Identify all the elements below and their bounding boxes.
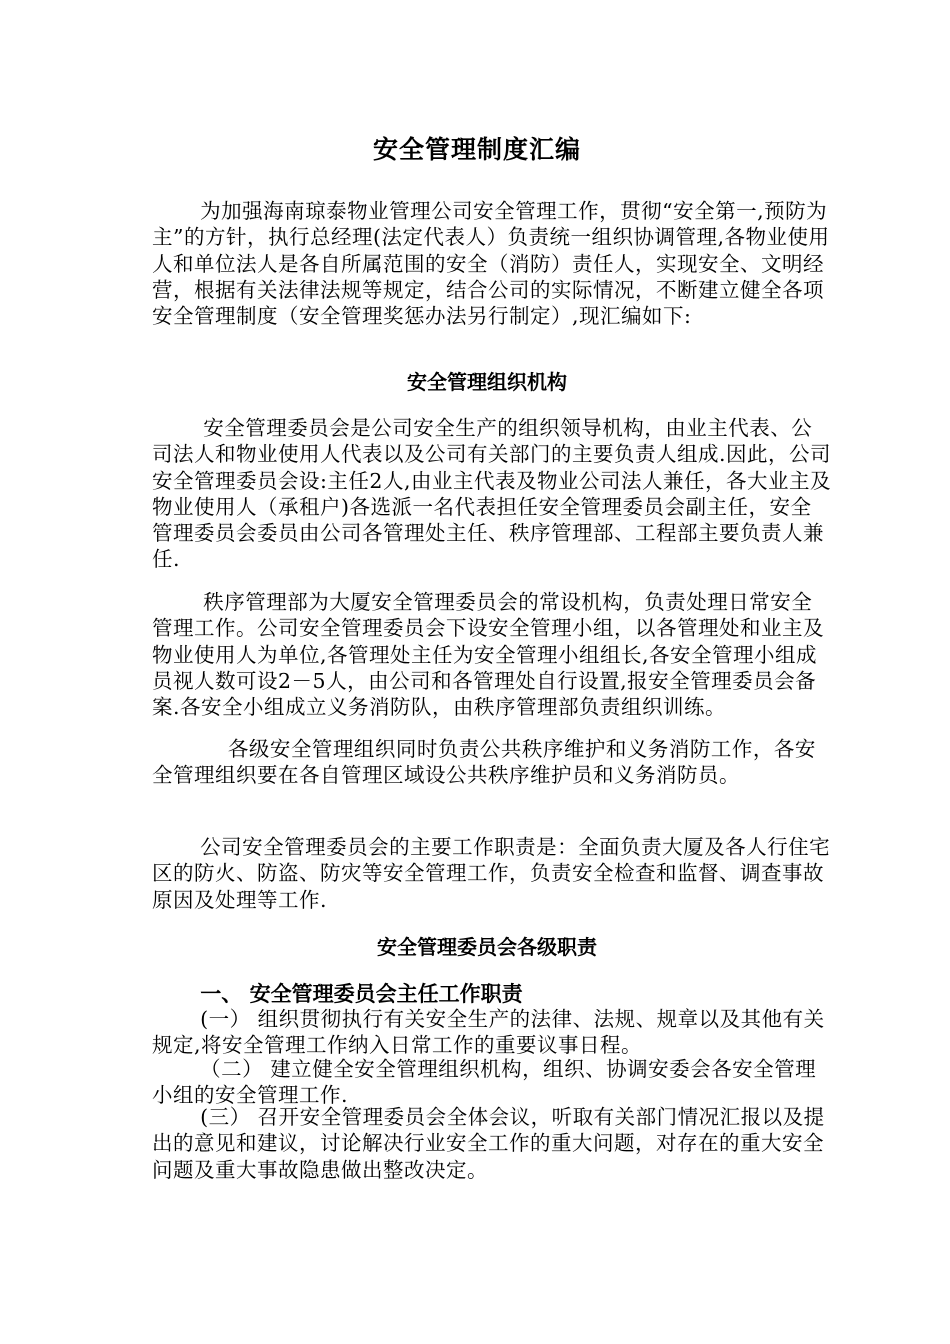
document-page bbox=[152, 0, 842, 1344]
section-heading-organization: 安全管理组织机构 bbox=[407, 370, 567, 394]
document-title: 安全管理制度汇编 bbox=[372, 135, 581, 164]
section-heading-responsibilities: 安全管理委员会各级职责 bbox=[377, 935, 597, 959]
sub-heading-director-duties: 一、 安全管理委员会主任工作职责 bbox=[200, 981, 523, 1006]
intro-paragraph: 为加强海南琼泰物业管理公司安全管理工作，贯彻“安全第一,预防为主”的方针，执行总经理(法定代表人）负责统一组织协调管理,各物业使用人和单位法人是各自所属范围的安全（消防）责任人，实现安全、文明经营，根据有关法律法规等规定，结合公司的实际情况，不断建立健全各项安全管理制度（安全管理奖惩办法另行制定）,现汇编如下: bbox=[152, 199, 830, 329]
organization-paragraph-4: 公司安全管理委员会的主要工作职责是：全面负责大厦及各人行住宅区的防火、防盗、防灾等安全管理工作，负责安全检查和监督、调查事故原因及处理等工作. bbox=[152, 835, 831, 912]
organization-paragraph-3: 各级安全管理组织同时负责公共秩序维护和义务消防工作，各安全管理组织要在各自管理区域设公共秩序维护员和义务消防员。 bbox=[152, 737, 816, 788]
duty-item-2: （二） 建立健全安全管理组织机构，组织、协调安委会各安全管理小组的安全管理工作. bbox=[152, 1057, 817, 1108]
duty-item-3: (三） 召开安全管理委员会全体会议，听取有关部门情况汇报以及提出的意见和建议，讨论解决行业安全工作的重大问题，对存在的重大安全问题及重大事故隐患做出整改决定。 bbox=[152, 1105, 825, 1182]
organization-paragraph-2: 秩序管理部为大厦安全管理委员会的常设机构，负责处理日常安全管理工作。公司安全管理委员会下设安全管理小组，以各管理处和业主及物业使用人为单位,各管理处主任为安全管理小组组长,各安全管理小组成员视人数可设2－5人，由公司和各管理处自行设置,报安全管理委员会备案.各安全小组成立义务消防队，由秩序管理部负责组织训练。 bbox=[152, 590, 824, 720]
organization-paragraph-1: 安全管理委员会是公司安全生产的组织领导机构，由业主代表、公司法人和物业使用人代表以及公司有关部门的主要负责人组成.因此，公司安全管理委员会设:主任2人,由业主代表及物业公司法人兼任，各大业主及物业使用人（承租户)各选派一名代表担任安全管理委员会副主任，安全管理委员会委员由公司各管理处主任、秩序管理部、工程部主要负责人兼任. bbox=[152, 416, 832, 572]
duty-item-1: (一） 组织贯彻执行有关安全生产的法律、法规、规章以及其他有关规定,将安全管理工作纳入日常工作的重要议事日程。 bbox=[152, 1007, 825, 1058]
